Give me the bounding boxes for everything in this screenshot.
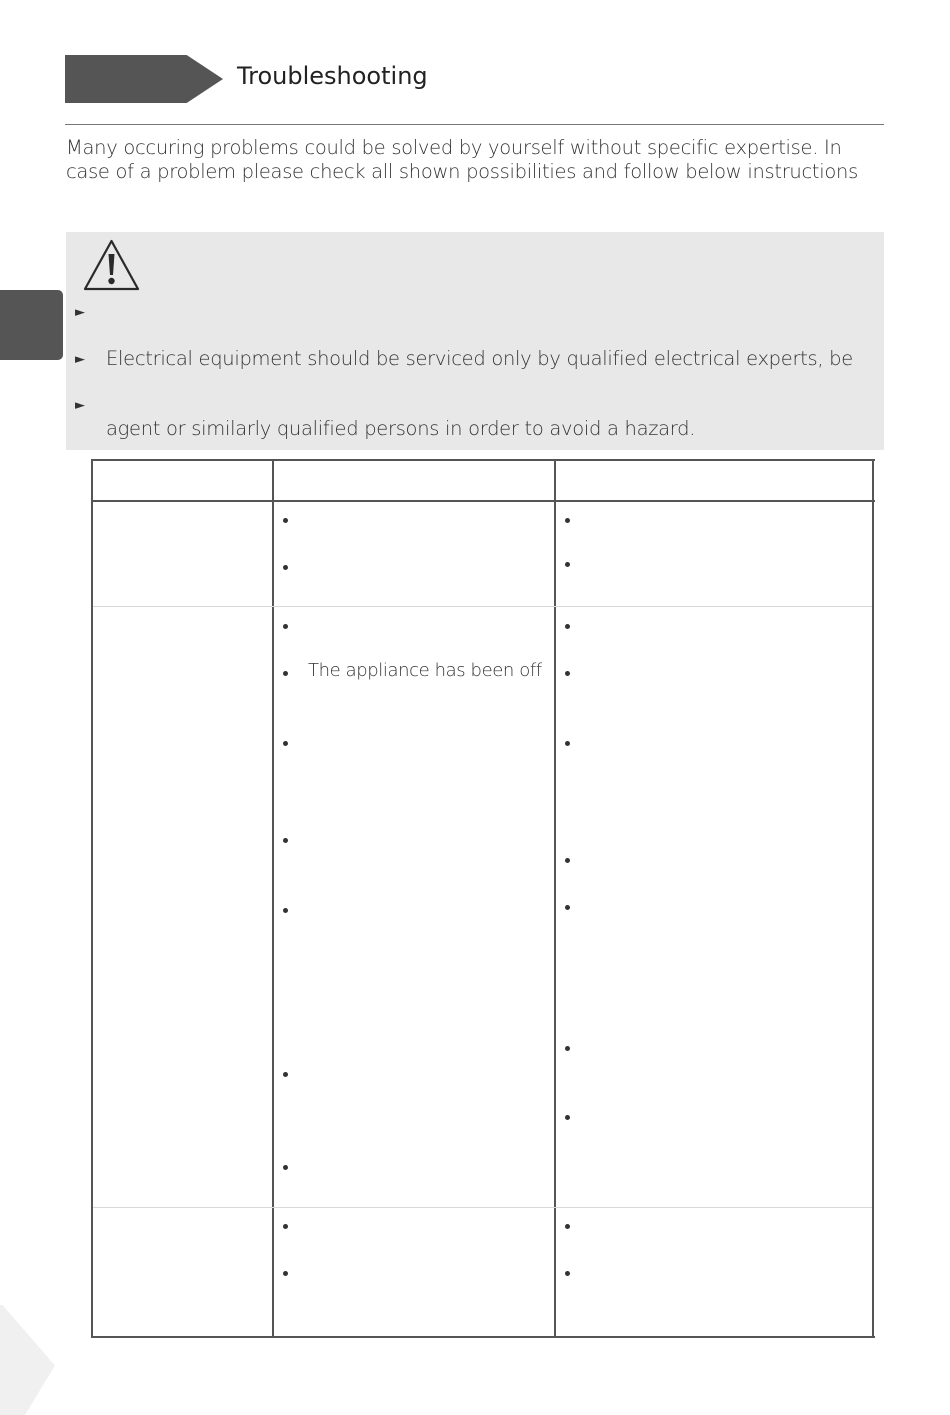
section-header-tab xyxy=(65,55,223,103)
side-chapter-tab xyxy=(0,290,63,360)
bullet-dot xyxy=(283,518,288,523)
header-rule xyxy=(65,124,884,125)
bullet-dot xyxy=(283,565,288,570)
bullet-dot xyxy=(283,1165,288,1170)
bullet-dot xyxy=(565,1046,570,1051)
table-border-right xyxy=(872,459,874,1338)
bullet-dot xyxy=(565,624,570,629)
warning-item-continuation: agent or similarly qualified persons in order to avoid a hazard. xyxy=(106,417,696,440)
intro-paragraph xyxy=(66,136,886,184)
table-row-divider xyxy=(93,606,872,607)
bullet-arrow-icon: ► xyxy=(75,305,85,320)
warning-triangle-icon xyxy=(83,239,140,292)
page-corner-decoration xyxy=(0,1305,55,1415)
bullet-dot xyxy=(283,908,288,913)
table-border-bottom xyxy=(91,1336,875,1338)
bullet-dot xyxy=(565,1115,570,1120)
bullet-dot xyxy=(283,671,288,676)
table-row-divider xyxy=(93,1207,872,1208)
bullet-dot xyxy=(565,1224,570,1229)
table-cell-cause: The appliance has been off xyxy=(308,660,542,681)
bullet-dot xyxy=(283,741,288,746)
intro-line-1: Many occuring problems could be solved by yourself without specific expertise. In xyxy=(66,136,842,159)
bullet-dot xyxy=(565,671,570,676)
bullet-dot xyxy=(283,1271,288,1276)
warning-item-2: Electrical equipment should be serviced only by qualified electrical experts, be xyxy=(106,347,853,370)
page-title: Troubleshooting xyxy=(237,62,428,90)
bullet-arrow-icon: ► xyxy=(75,398,85,413)
bullet-dot xyxy=(283,1072,288,1077)
bullet-dot xyxy=(565,905,570,910)
bullet-dot xyxy=(565,858,570,863)
bullet-dot xyxy=(565,741,570,746)
table-border-top xyxy=(91,459,875,461)
bullet-dot xyxy=(283,624,288,629)
bullet-arrow-icon: ► xyxy=(75,352,85,367)
bullet-dot xyxy=(565,1271,570,1276)
bullet-dot xyxy=(283,838,288,843)
bullet-dot xyxy=(565,518,570,523)
bullet-dot xyxy=(283,1224,288,1229)
bullet-dot xyxy=(565,562,570,567)
intro-line-2: case of a problem please check all shown possibilities and follow below instructions xyxy=(66,160,858,183)
table-header-divider xyxy=(91,500,875,502)
